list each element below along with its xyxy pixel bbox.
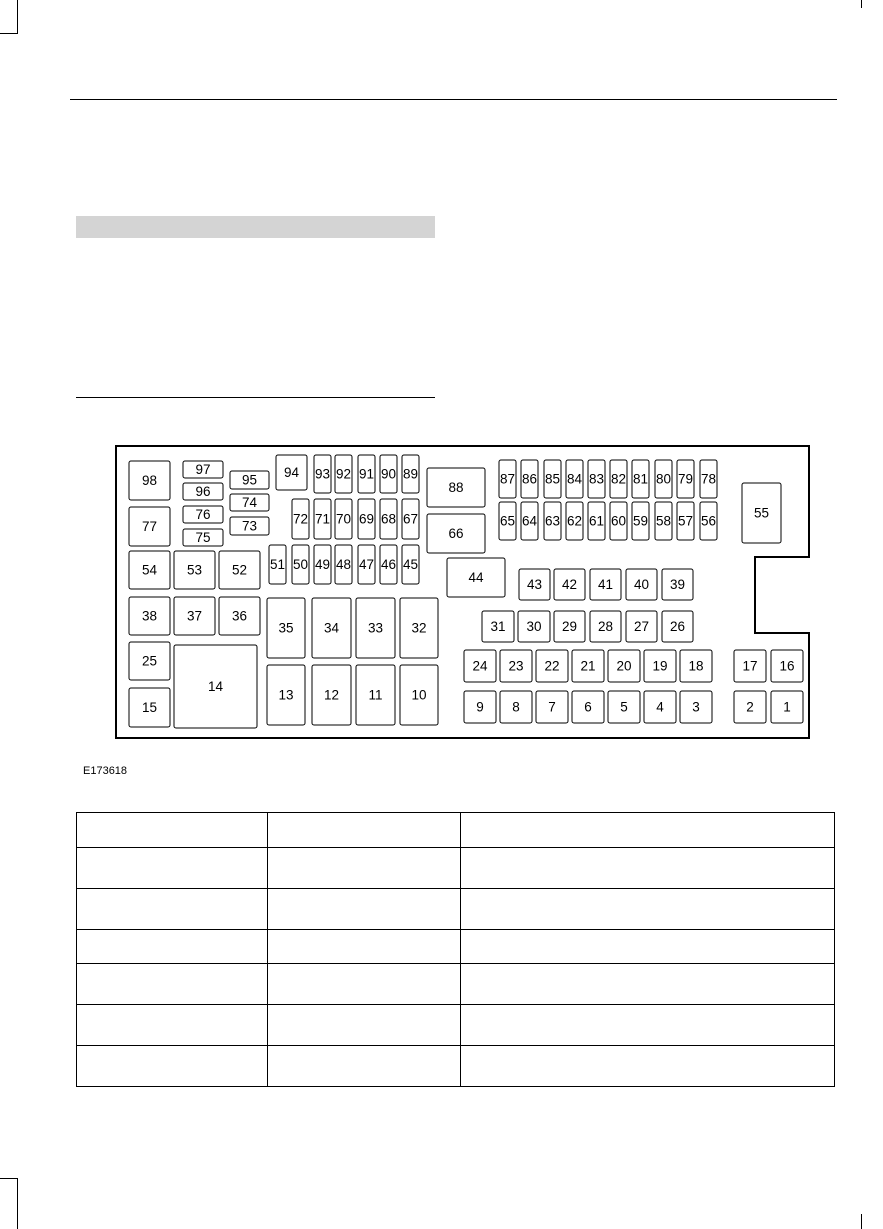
table-row xyxy=(77,813,835,848)
fuse-14 xyxy=(174,645,257,728)
fuse-58 xyxy=(655,502,672,540)
table-cell xyxy=(77,1046,268,1087)
fuse-number: 50 xyxy=(292,557,309,572)
fuse-number: 40 xyxy=(633,577,650,592)
fuse-number: 21 xyxy=(580,658,596,674)
fuse-number: 86 xyxy=(521,471,538,487)
fuse-32 xyxy=(400,598,438,658)
fuse-74 xyxy=(230,494,269,511)
fuse-1 xyxy=(771,691,803,723)
fuse-30 xyxy=(518,611,550,642)
fuse-61 xyxy=(588,502,605,540)
fuse-number: 66 xyxy=(448,526,464,541)
fuse-42 xyxy=(554,569,585,600)
fuse-number: 72 xyxy=(292,511,309,527)
fuse-86 xyxy=(521,460,538,498)
fuse-number: 96 xyxy=(195,484,211,499)
fuse-number: 45 xyxy=(402,557,419,572)
fuse-47 xyxy=(358,545,375,584)
fuse-number: 89 xyxy=(402,466,419,482)
fuse-89 xyxy=(402,455,419,493)
fuse-71 xyxy=(314,499,331,539)
fuse-19 xyxy=(644,650,676,682)
fuse-number: 33 xyxy=(367,620,384,636)
fuse-51 xyxy=(269,545,286,584)
figure-label: E173618 xyxy=(83,765,128,777)
table-row xyxy=(77,1046,835,1087)
fuse-70 xyxy=(335,499,352,539)
crop-mark-bottom-right xyxy=(861,1214,862,1229)
table-cell xyxy=(268,1005,461,1046)
fuse-number: 97 xyxy=(195,462,211,477)
fuse-number: 64 xyxy=(521,513,538,529)
fuse-93 xyxy=(314,455,331,493)
fuse-7 xyxy=(536,691,568,723)
fuse-21 xyxy=(572,650,604,682)
fuse-number: 55 xyxy=(753,505,770,521)
fuse-number: 4 xyxy=(656,699,664,715)
fuse-12 xyxy=(312,665,351,725)
fuse-number: 5 xyxy=(620,699,628,715)
fuse-29 xyxy=(554,611,585,642)
fuse-82 xyxy=(610,460,627,498)
table-cell xyxy=(268,964,461,1005)
table-cell xyxy=(461,848,835,889)
fuse-number: 19 xyxy=(652,658,668,674)
fuse-48 xyxy=(335,545,352,584)
fuse-43 xyxy=(519,569,550,600)
fuse-number: 75 xyxy=(195,530,211,545)
crop-mark-bottom-left-h xyxy=(0,1178,18,1179)
fuse-number: 95 xyxy=(241,472,258,488)
fuse-38 xyxy=(129,597,170,635)
fuse-number: 69 xyxy=(358,511,375,527)
fuse-92 xyxy=(335,455,352,493)
crop-mark-bottom-left xyxy=(17,1178,18,1229)
fuse-36 xyxy=(219,597,260,635)
table-cell xyxy=(461,930,835,964)
table-row xyxy=(77,964,835,1005)
fuse-10 xyxy=(400,665,438,725)
fuse-number: 81 xyxy=(632,471,649,487)
fuse-number: 9 xyxy=(476,699,484,715)
fuse-table xyxy=(76,812,835,1087)
fuse-25 xyxy=(129,642,170,680)
table-cell xyxy=(77,848,268,889)
fuse-number: 71 xyxy=(314,511,331,527)
fuse-number: 41 xyxy=(597,577,614,592)
fuse-number: 98 xyxy=(141,473,158,488)
table-cell xyxy=(268,813,461,848)
table-cell xyxy=(77,813,268,848)
fuse-number: 58 xyxy=(655,513,672,529)
fuse-81 xyxy=(632,460,649,498)
table-cell xyxy=(461,1005,835,1046)
fuse-number: 57 xyxy=(677,513,694,529)
fuse-79 xyxy=(677,460,694,498)
fuse-number: 14 xyxy=(207,679,224,694)
fuse-number: 85 xyxy=(544,471,561,487)
fuse-96 xyxy=(183,483,223,500)
fuse-number: 82 xyxy=(610,471,627,487)
fuse-77 xyxy=(129,507,170,546)
fuse-number: 65 xyxy=(499,513,516,529)
fuse-number: 34 xyxy=(323,620,340,636)
fuse-number: 94 xyxy=(283,465,300,480)
fuse-number: 36 xyxy=(231,608,248,624)
fuse-number: 56 xyxy=(700,513,717,529)
fuse-56 xyxy=(700,502,717,540)
fuse-49 xyxy=(314,545,331,584)
fuse-number: 53 xyxy=(186,562,203,578)
fuse-41 xyxy=(590,569,621,600)
fuse-number: 32 xyxy=(411,620,427,636)
table-cell xyxy=(268,889,461,930)
fuse-3 xyxy=(680,691,712,723)
fuse-number: 78 xyxy=(700,471,717,487)
fuse-85 xyxy=(544,460,561,498)
fuse-number: 87 xyxy=(499,471,516,487)
fuse-2 xyxy=(734,691,766,723)
fuse-9 xyxy=(464,691,496,723)
fuse-15 xyxy=(129,688,170,727)
fuse-number: 73 xyxy=(241,518,258,534)
fuse-52 xyxy=(219,551,260,589)
fuse-number: 84 xyxy=(566,471,583,487)
fuse-27 xyxy=(626,611,657,642)
fuse-84 xyxy=(566,460,583,498)
fuse-72 xyxy=(292,499,309,539)
fuse-number: 27 xyxy=(633,619,650,634)
fuse-number: 26 xyxy=(669,619,686,634)
fuse-number: 48 xyxy=(335,557,352,572)
fuse-39 xyxy=(662,569,693,600)
table-row xyxy=(77,930,835,964)
fuse-40 xyxy=(626,569,657,600)
fuse-65 xyxy=(499,502,516,540)
fuse-number: 74 xyxy=(241,495,258,510)
fuse-16 xyxy=(771,650,803,682)
fuse-83 xyxy=(588,460,605,498)
fuse-37 xyxy=(174,597,215,635)
fuse-11 xyxy=(356,665,395,725)
table-row xyxy=(77,848,835,889)
fuse-78 xyxy=(700,460,717,498)
fuse-number: 49 xyxy=(314,557,331,572)
fuse-number: 63 xyxy=(544,513,561,529)
fuse-62 xyxy=(566,502,583,540)
table-cell xyxy=(77,1005,268,1046)
fuse-95 xyxy=(230,471,269,489)
fuse-number: 8 xyxy=(512,699,520,715)
fuse-68 xyxy=(380,499,397,539)
fuse-66 xyxy=(427,514,485,553)
fuse-table-body xyxy=(77,813,835,1087)
fuse-number: 35 xyxy=(278,620,294,636)
fuse-13 xyxy=(267,665,305,725)
fuse-number: 93 xyxy=(314,466,331,482)
table-cell xyxy=(461,964,835,1005)
fuse-number: 37 xyxy=(186,608,203,624)
fuse-69 xyxy=(358,499,375,539)
fuse-number: 67 xyxy=(402,511,419,527)
fuse-number: 24 xyxy=(472,658,488,674)
table-cell xyxy=(77,889,268,930)
fuse-22 xyxy=(536,650,568,682)
fuse-46 xyxy=(380,545,397,584)
table-cell xyxy=(77,930,268,964)
fuse-number: 20 xyxy=(616,658,632,674)
fuse-88 xyxy=(427,468,485,507)
fuse-number: 59 xyxy=(632,513,649,529)
fuse-94 xyxy=(276,455,307,490)
table-cell xyxy=(461,813,835,848)
fuse-number: 29 xyxy=(561,619,578,634)
fuse-18 xyxy=(680,650,712,682)
fuse-number: 91 xyxy=(358,466,375,482)
table-cell xyxy=(268,848,461,889)
fuse-8 xyxy=(500,691,532,723)
fuse-number: 39 xyxy=(669,577,686,592)
fuse-number: 3 xyxy=(692,699,700,715)
fuse-number: 79 xyxy=(677,471,694,487)
fuse-number: 51 xyxy=(269,557,286,572)
fuse-24 xyxy=(464,650,496,682)
fuse-number: 1 xyxy=(783,699,791,715)
fuse-59 xyxy=(632,502,649,540)
fuse-90 xyxy=(380,455,397,493)
table-cell xyxy=(268,1046,461,1087)
fuse-number: 68 xyxy=(380,511,397,527)
fuse-number: 54 xyxy=(141,562,158,578)
fuse-number: 23 xyxy=(508,658,524,674)
fuse-number: 76 xyxy=(195,507,211,522)
fuse-54 xyxy=(129,551,170,589)
fuse-44 xyxy=(447,558,505,597)
fuse-number: 6 xyxy=(584,699,592,715)
fuse-98 xyxy=(129,461,170,500)
fuse-number: 22 xyxy=(544,658,560,674)
fuse-number: 62 xyxy=(566,513,583,529)
fuse-number: 7 xyxy=(548,699,556,715)
fuse-6 xyxy=(572,691,604,723)
fuse-number: 42 xyxy=(561,577,578,592)
fuse-57 xyxy=(677,502,694,540)
fuse-60 xyxy=(610,502,627,540)
table-row xyxy=(77,889,835,930)
fuse-number: 61 xyxy=(588,513,605,529)
fuse-number: 38 xyxy=(141,608,158,624)
fuse-80 xyxy=(655,460,672,498)
fuse-35 xyxy=(267,598,305,658)
fuse-number: 28 xyxy=(597,619,614,634)
fuse-number: 77 xyxy=(141,519,158,534)
fuse-17 xyxy=(734,650,766,682)
fuse-31 xyxy=(482,611,514,642)
fuse-number: 31 xyxy=(490,619,506,634)
fuse-75 xyxy=(183,529,223,546)
table-cell xyxy=(461,889,835,930)
fuse-23 xyxy=(500,650,532,682)
table-cell xyxy=(77,964,268,1005)
fuse-number: 70 xyxy=(335,511,352,527)
fuse-number: 15 xyxy=(141,700,158,715)
fuse-number: 52 xyxy=(231,562,248,578)
fuse-number: 46 xyxy=(380,557,397,572)
fuse-number: 13 xyxy=(278,687,294,703)
table-cell xyxy=(268,930,461,964)
fuse-number: 88 xyxy=(448,480,464,495)
table-cell xyxy=(461,1046,835,1087)
fuse-number: 83 xyxy=(588,471,605,487)
fuse-53 xyxy=(174,551,215,589)
fuse-number: 47 xyxy=(358,557,375,572)
fuse-number: 12 xyxy=(323,687,340,703)
fuse-number: 16 xyxy=(779,658,795,674)
table-row xyxy=(77,1005,835,1046)
fuse-number: 17 xyxy=(742,658,758,674)
fuse-number: 43 xyxy=(526,577,543,592)
fuse-76 xyxy=(183,506,223,523)
fuse-number: 11 xyxy=(368,687,383,703)
fuse-87 xyxy=(499,460,516,498)
fuse-layer xyxy=(129,455,803,728)
fuse-34 xyxy=(312,598,351,658)
fuse-73 xyxy=(230,517,269,535)
fuse-number: 60 xyxy=(610,513,627,529)
fuse-55 xyxy=(742,483,781,543)
fuse-number: 25 xyxy=(141,653,158,669)
fuse-45 xyxy=(402,545,419,584)
fuse-33 xyxy=(356,598,395,658)
fuse-4 xyxy=(644,691,676,723)
fuse-26 xyxy=(662,611,693,642)
fuse-67 xyxy=(402,499,419,539)
fuse-28 xyxy=(590,611,621,642)
fuse-number: 30 xyxy=(526,619,542,634)
fuse-number: 92 xyxy=(335,466,352,482)
fuse-number: 80 xyxy=(655,471,672,487)
fuse-91 xyxy=(358,455,375,493)
fuse-50 xyxy=(292,545,309,584)
fuse-63 xyxy=(544,502,561,540)
fuse-97 xyxy=(183,461,223,478)
fuse-number: 44 xyxy=(468,570,484,585)
fuse-5 xyxy=(608,691,640,723)
fuse-number: 2 xyxy=(746,699,754,715)
fuse-20 xyxy=(608,650,640,682)
fuse-number: 90 xyxy=(380,466,397,482)
fuse-number: 18 xyxy=(688,658,704,674)
fuse-64 xyxy=(521,502,538,540)
fuse-number: 10 xyxy=(411,687,427,703)
